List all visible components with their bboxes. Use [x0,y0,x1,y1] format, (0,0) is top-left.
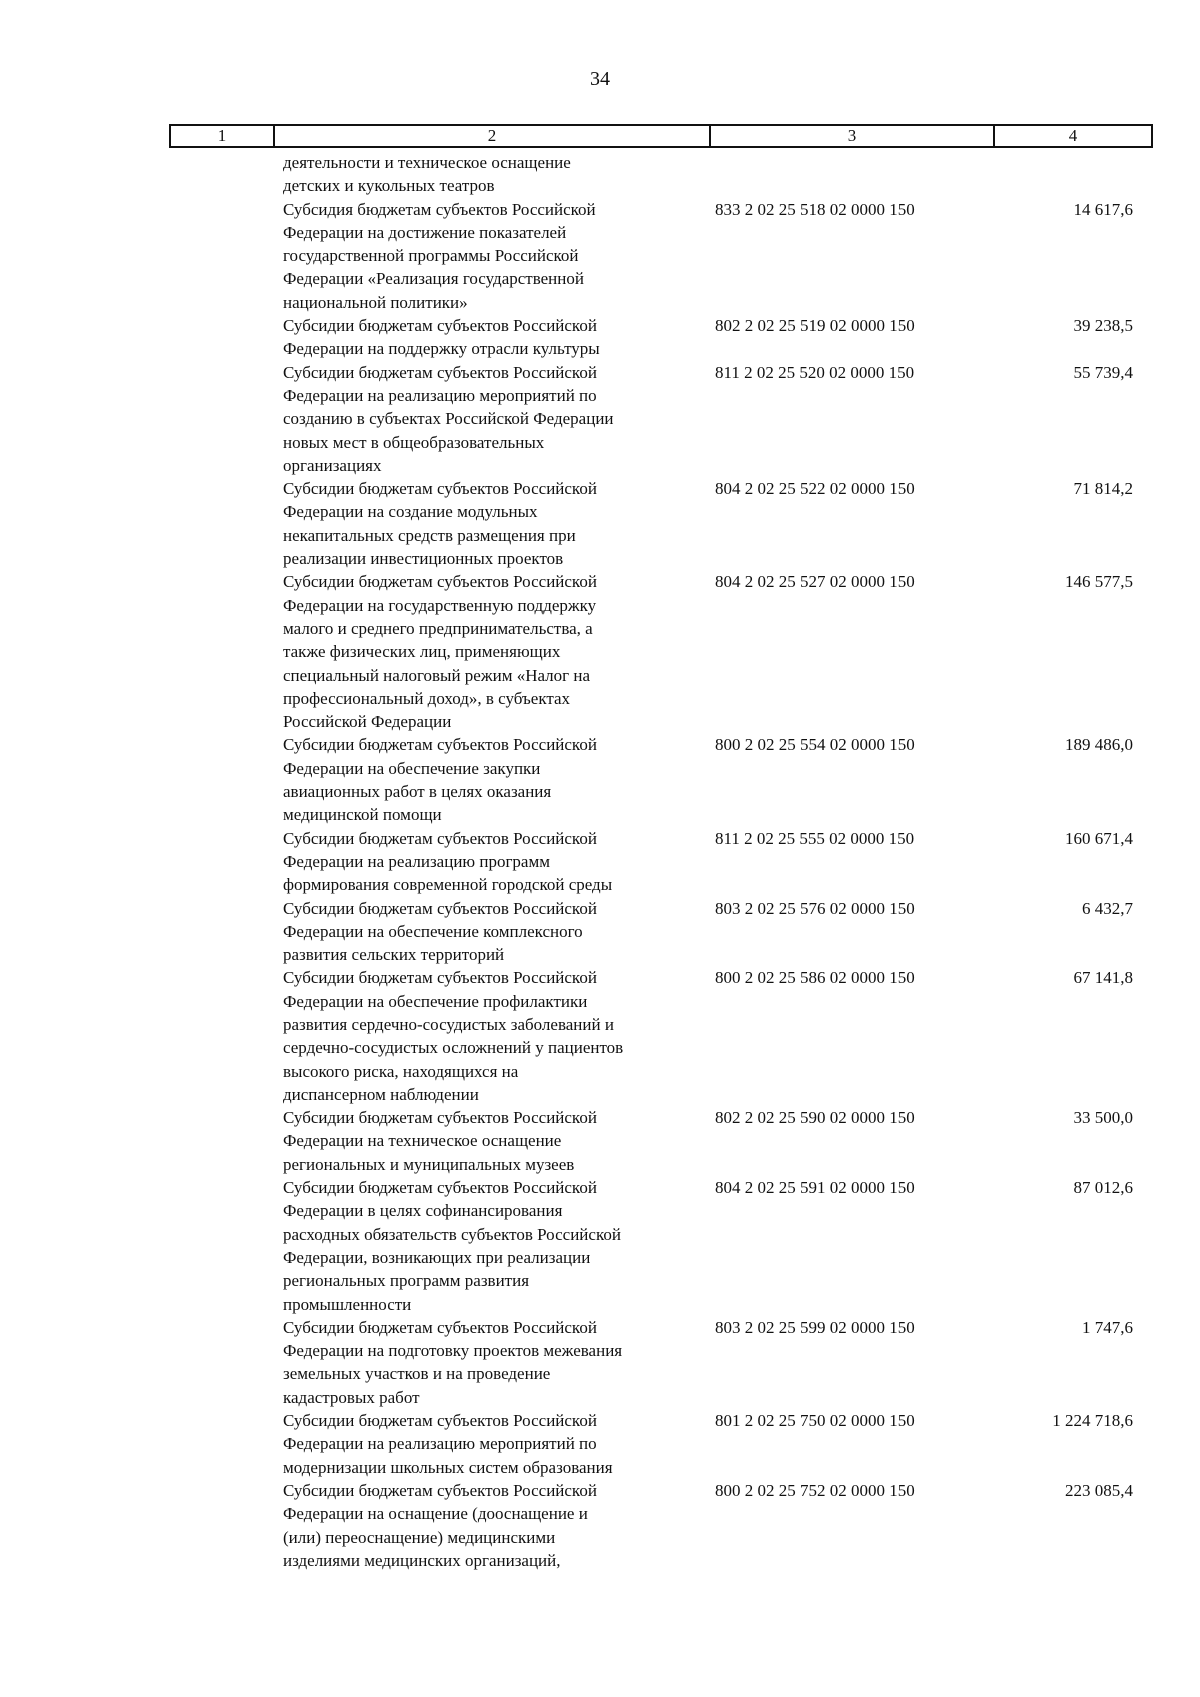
description-cell [283,1176,713,1316]
description-line: Федерации на оснащение (дооснащение и [283,1504,588,1524]
page-number: 34 [590,68,610,90]
budget-code-cell: 802 2 02 25 590 02 0000 150 [715,1108,915,1128]
budget-code-cell: 800 2 02 25 554 02 0000 150 [715,735,915,755]
budget-code-cell: 811 2 02 25 555 02 0000 150 [715,828,915,848]
description-cell [283,314,713,361]
description-line: (или) переоснащение) медицинскими [283,1527,556,1547]
budget-code-cell: 804 2 02 25 591 02 0000 150 [715,1178,915,1198]
description-line: диспансерном наблюдении [283,1084,479,1104]
description-cell [283,151,713,198]
description-line: развития сельских территорий [283,945,505,965]
description-line: медицинской помощи [283,805,442,825]
description-line: профессиональный доход», в субъектах [283,688,571,708]
table-body [169,151,1149,1572]
description-line: Федерации на реализацию мероприятий по [283,1434,597,1454]
description-line: также физических лиц, применяющих [283,642,561,662]
description-line: Федерации на техническое оснащение [283,1131,562,1151]
description-line: региональных и муниципальных музеев [283,1154,575,1174]
description-line: специальный налоговый режим «Налог на [283,665,591,685]
description-line: Субсидии бюджетам субъектов Российской [283,735,597,755]
description-line: Федерации на создание модульных [283,502,538,522]
description-line: созданию в субъектах Российской Федерации [283,409,614,429]
description-line: некапитальных средств размещения при [283,525,576,545]
table-row [169,733,1149,826]
table-row [169,361,1149,477]
description-line: Федерации на реализацию программ [283,851,550,871]
budget-code-cell: 804 2 02 25 522 02 0000 150 [715,479,915,499]
description-line: высокого риска, находящихся на [283,1061,519,1081]
table-row [169,1479,1149,1572]
description-line: расходных обязательств субъектов Российской [283,1224,621,1244]
description-line: Субсидии бюджетам субъектов Российской [283,1108,597,1128]
column-header-2: 2 [274,125,710,147]
description-line: Субсидии бюджетам субъектов Российской [283,479,597,499]
amount-cell: 87 012,6 [1073,1178,1133,1198]
description-line: новых мест в общеобразовательных [283,432,545,452]
description-line: детских и кукольных театров [283,176,495,196]
description-line: Субсидии бюджетам субъектов Российской [283,572,597,592]
description-line: модернизации школьных систем образования [283,1457,613,1477]
description-line: Федерации «Реализация государственной [283,269,584,289]
column-header-1: 1 [170,125,274,147]
table-row [169,1409,1149,1479]
budget-code-cell [713,151,995,198]
amount-cell: 6 432,7 [1082,898,1133,918]
column-header-3: 3 [710,125,994,147]
column-header-table [169,124,1153,148]
budget-code-cell: 811 2 02 25 520 02 0000 150 [715,362,915,382]
description-line: Субсидия бюджетам субъектов Российской [283,199,596,219]
amount-cell: 33 500,0 [1073,1108,1133,1128]
description-line: Федерации в целях софинансирования [283,1201,563,1221]
amount-cell: 55 739,4 [1073,362,1133,382]
description-line: Субсидии бюджетам субъектов Российской [283,1317,597,1337]
table-row [169,314,1149,361]
description-cell [283,897,713,967]
description-cell [283,361,713,477]
description-cell [283,1316,713,1409]
description-line: Субсидии бюджетам субъектов Российской [283,1411,597,1431]
description-line: формирования современной городской среды [283,875,613,895]
amount-cell [995,151,1133,198]
description-line: Федерации на подготовку проектов межевания [283,1341,623,1361]
amount-cell: 1 224 718,6 [1052,1411,1133,1431]
description-cell [283,570,713,733]
amount-cell: 1 747,6 [1082,1317,1133,1337]
description-cell [283,477,713,570]
table-row [169,1176,1149,1316]
description-line: деятельности и техническое оснащение [283,153,571,172]
description-line: Федерации на государственную поддержку [283,595,597,615]
description-cell [283,827,713,897]
amount-cell: 14 617,6 [1073,199,1133,219]
description-line: Федерации на обеспечение профилактики [283,991,588,1011]
description-line: Субсидии бюджетам субъектов Российской [283,1178,597,1198]
description-line: изделиями медицинских организаций, [283,1550,561,1570]
description-line: Субсидии бюджетам субъектов Российской [283,362,597,382]
description-cell [283,733,713,826]
description-line: Федерации на обеспечение комплексного [283,921,583,941]
amount-cell: 146 577,5 [1065,572,1133,592]
description-line: Субсидии бюджетам субъектов Российской [283,828,597,848]
description-line: Федерации на реализацию мероприятий по [283,385,597,405]
description-line: промышленности [283,1294,412,1314]
description-cell [283,198,713,314]
budget-code-cell: 803 2 02 25 576 02 0000 150 [715,898,915,918]
table-row [169,966,1149,1106]
description-line: Федерации на поддержку отрасли культуры [283,339,600,359]
description-line: развития сердечно-сосудистых заболеваний и [283,1014,614,1034]
budget-code-cell: 833 2 02 25 518 02 0000 150 [715,199,915,219]
table-row [169,827,1149,897]
amount-cell: 39 238,5 [1073,316,1133,336]
description-line: авиационных работ в целях оказания [283,782,552,802]
description-line: Субсидии бюджетам субъектов Российской [283,968,597,988]
column-header-row [170,125,1152,147]
description-line: сердечно-сосудистых осложнений у пациентов [283,1038,624,1058]
description-line: национальной политики» [283,292,468,312]
description-line: земельных участков и на проведение [283,1364,551,1384]
amount-cell: 71 814,2 [1073,479,1133,499]
table-row [169,570,1149,733]
amount-cell: 160 671,4 [1065,828,1133,848]
amount-cell: 223 085,4 [1065,1480,1133,1500]
description-line: Федерации на достижение показателей [283,222,567,242]
budget-code-cell: 800 2 02 25 586 02 0000 150 [715,968,915,988]
description-line: Субсидии бюджетам субъектов Российской [283,316,597,336]
description-line: Федерации на обеспечение закупки [283,758,541,778]
description-line: кадастровых работ [283,1387,420,1407]
description-line: малого и среднего предпринимательства, а [283,618,593,638]
description-cell [283,1409,713,1479]
table-row [169,151,1149,198]
description-line: Федерации, возникающих при реализации [283,1247,591,1267]
table-row [169,897,1149,967]
description-line: Субсидии бюджетам субъектов Российской [283,898,597,918]
amount-cell: 67 141,8 [1073,968,1133,988]
description-line: реализации инвестиционных проектов [283,549,564,569]
description-line: региональных программ развития [283,1271,530,1291]
table-row [169,198,1149,314]
description-line: организациях [283,455,382,475]
column-header-4: 4 [994,125,1152,147]
table-row [169,477,1149,570]
budget-code-cell: 802 2 02 25 519 02 0000 150 [715,316,915,336]
description-cell [283,1479,713,1572]
table-row [169,1106,1149,1176]
budget-code-cell: 803 2 02 25 599 02 0000 150 [715,1317,915,1337]
description-line: государственной программы Российской [283,246,579,266]
budget-code-cell: 800 2 02 25 752 02 0000 150 [715,1480,915,1500]
table-row [169,1316,1149,1409]
budget-code-cell: 801 2 02 25 750 02 0000 150 [715,1411,915,1431]
description-line: Субсидии бюджетам субъектов Российской [283,1480,597,1500]
description-cell [283,966,713,1106]
budget-code-cell: 804 2 02 25 527 02 0000 150 [715,572,915,592]
description-line: Российской Федерации [283,712,452,732]
description-cell [283,1106,713,1176]
amount-cell: 189 486,0 [1065,735,1133,755]
